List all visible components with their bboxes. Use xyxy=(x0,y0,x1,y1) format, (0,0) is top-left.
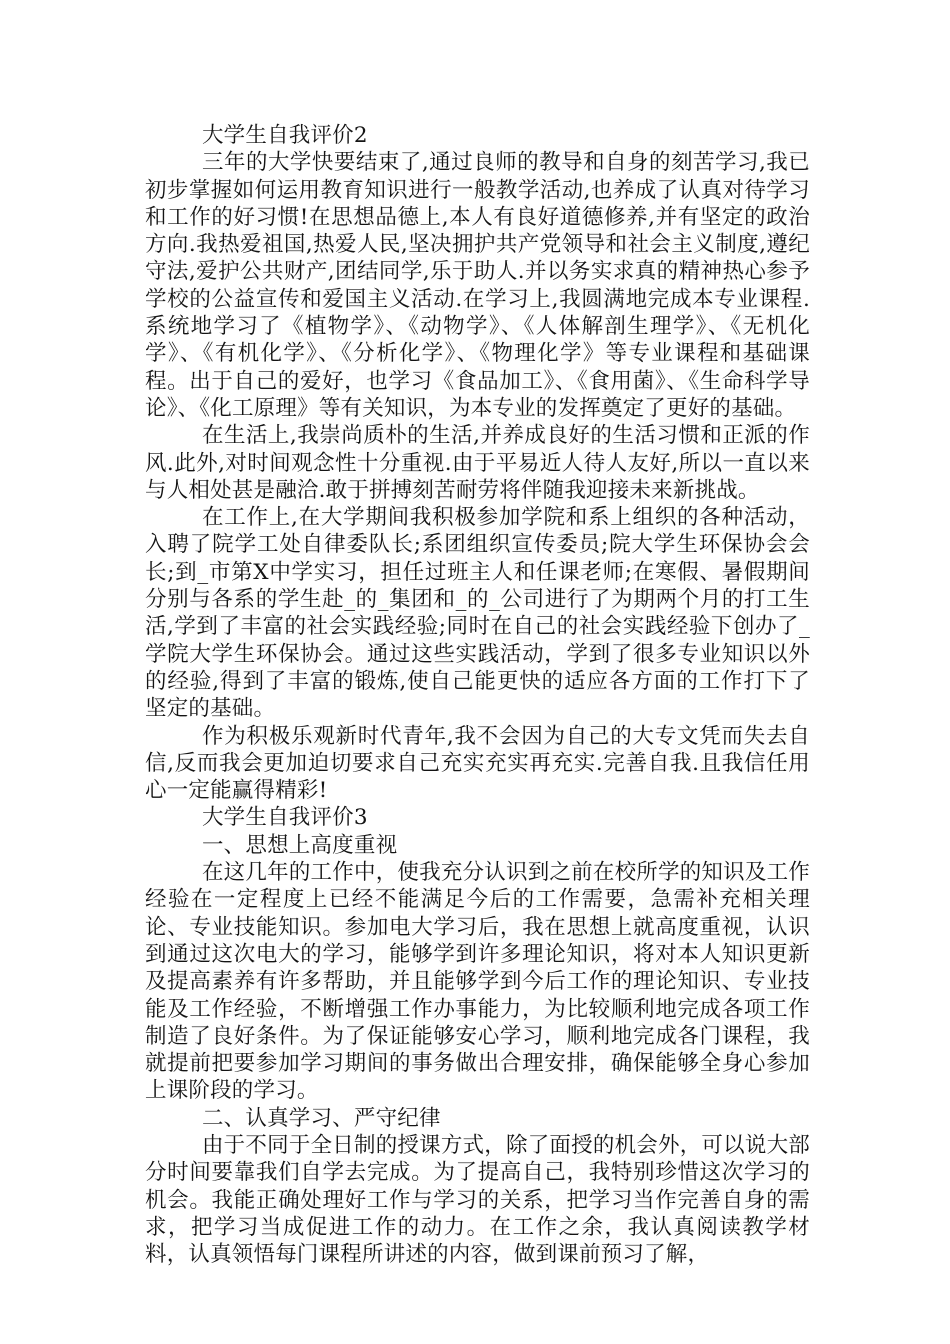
paragraph-study-and-morality: 三年的大学快要结束了,通过良师的教导和自身的刻苦学习,我已初步掌握如何运用教育知识进行一般教学活动,也养成了认真对待学习和工作的好习惯!在思想品德上,本人有良好道德修养,并有坚定的政治方向.我热爱祖国,热爱人民,坚决拥护共产党领导和社会主义制度,遵纪守法,爱护公共财产,团结同学,乐于助人.并以务实求真的精神热心参予学校的公益宣传和爱国主义活动.在学习上,我圆满地完成本专业课程.系统地学习了《植物学》、《动物学》、《人体解剖生理学》、《无机化学》、《有机化学》、《分析化学》、《物理化学》等专业课程和基础课程。出于自己的爱好，也学习《食品加工》、《食用菌》、《生命科学导论》、《化工原理》等有关知识，为本专业的发挥奠定了更好的基础。 xyxy=(145,150,810,421)
section-title-2: 大学生自我评价2 xyxy=(201,123,368,148)
section-title-3: 大学生自我评价3 xyxy=(201,805,368,831)
subheading-discipline: 二、认真学习、严守纪律 xyxy=(201,1105,441,1131)
document-body xyxy=(145,122,810,1268)
paragraph-outlook: 作为积极乐观新时代青年,我不会因为自己的大专文凭而失去自信,反而我会更加迫切要求自己充实充实再充实.完善自我.且我信任用心一定能赢得精彩! xyxy=(145,723,810,804)
paragraph-life: 在生活上,我崇尚质朴的生活,并养成良好的生活习惯和正派的作风.此外,对时间观念性十分重视.由于平易近人待人友好,所以一直以来与人相处甚是融洽.敢于拼搏刻苦耐劳将伴随我迎接未来新挑战。 xyxy=(145,423,810,503)
subheading-thinking: 一、思想上高度重视 xyxy=(201,832,398,858)
paragraph-thinking: 在这几年的工作中，使我充分认识到之前在校所学的知识及工作经验在一定程度上已经不能满足今后的工作需要，急需补充相关理论、专业技能知识。参加电大学习后，我在思想上就高度重视，认识到通过这次电大的学习，能够学到许多理论知识，将对本人知识更新及提高素养有许多帮助，并且能够学到今后工作的理论知识、专业技能及工作经验，不断增强工作办事能力，为比较顺利地完成各项工作制造了良好条件。为了保证能够安心学习，顺利地完成各门课程，我就提前把要参加学习期间的事务做出合理安排，确保能够全身心参加上课阶段的学习。 xyxy=(145,860,810,1104)
paragraph-discipline: 由于不同于全日制的授课方式，除了面授的机会外，可以说大部分时间要靠我们自学去完成。为了提高自己，我特别珍惜这次学习的机会。我能正确处理好工作与学习的关系，把学习当作完善自身的需求，把学习当成促进工作的动力。在工作之余，我认真阅读教学材料，认真领悟每门课程所讲述的内容，做到课前预习了解， xyxy=(145,1132,810,1268)
paragraph-work: 在工作上,在大学期间我积极参加学院和系上组织的各种活动，入聘了院学工处自律委队长;系团组织宣传委员;院大学生环保协会会长;到_市第X中学实习，担任过班主人和任课老师;在寒假、暑假期间分别与各系的学生赴_的_集团和_的_公司进行了为期两个月的打工生活,学到了丰富的社会实践经验;同时在自己的社会实践经验下创办了_学院大学生环保协会。通过这些实践活动，学到了很多专业知识以外的经验,得到了丰富的锻炼,使自己能更快的适应各方面的工作打下了坚定的基础。 xyxy=(145,505,810,722)
